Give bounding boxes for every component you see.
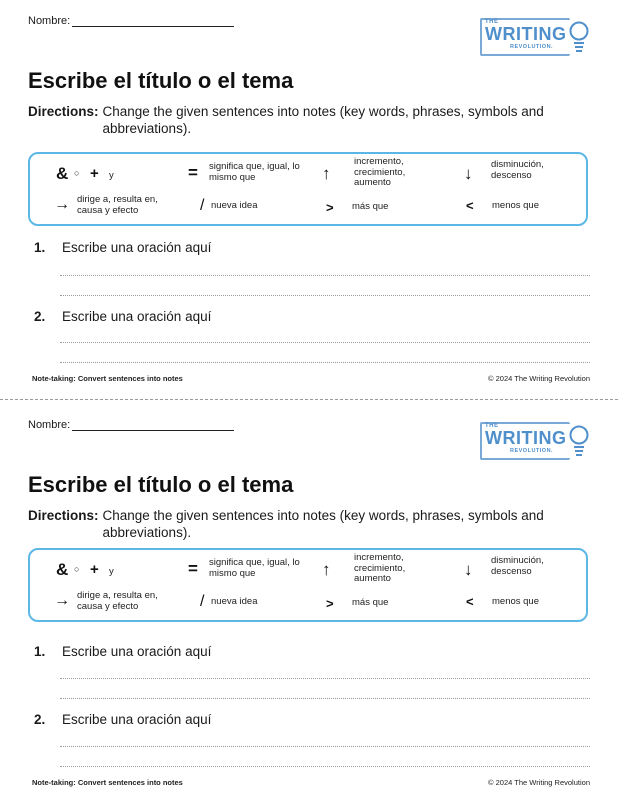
- item-number: 1.: [34, 240, 46, 255]
- writing-revolution-logo: [480, 422, 592, 460]
- lt-text: menos que: [492, 596, 540, 607]
- greater-than-icon: >: [326, 596, 334, 611]
- down-arrow-icon: ↓: [464, 560, 473, 579]
- logo-writing: WRITING: [485, 428, 567, 448]
- equals-icon: =: [188, 559, 198, 578]
- answer-line[interactable]: [60, 295, 590, 296]
- down-text: disminución, descenso: [491, 555, 544, 577]
- up-arrow-icon: ↑: [322, 560, 331, 579]
- writing-revolution-logo: [480, 18, 592, 56]
- and-text: y: [109, 170, 114, 181]
- list-item: [34, 712, 211, 727]
- ampersand-icon: &: [56, 164, 69, 183]
- page-title: Escribe el título o el tema: [28, 472, 294, 497]
- up-text: incremento, crecimiento, aumento: [354, 552, 406, 584]
- answer-line[interactable]: [60, 766, 590, 767]
- equals-text: significa que, igual, lo mismo que: [209, 161, 300, 183]
- directions-text: Change the given sentences into notes (key words, phrases, symbols and abbreviations).: [102, 508, 544, 540]
- and-text: y: [109, 566, 114, 577]
- item-number: 1.: [34, 644, 46, 659]
- plus-icon: +: [90, 561, 99, 578]
- answer-line[interactable]: [60, 746, 590, 747]
- equals-icon: =: [188, 163, 198, 182]
- slash-text: nueva idea: [211, 596, 258, 607]
- directions: [28, 103, 568, 137]
- gt-text: más que: [352, 201, 389, 212]
- footer-copyright: © 2024 The Writing Revolution: [488, 374, 590, 383]
- logo-the: THE: [485, 19, 499, 25]
- logo-the: THE: [485, 423, 499, 429]
- item-prompt: Escribe una oración aquí: [62, 309, 212, 324]
- symbol-legend: [28, 548, 588, 622]
- name-label: Nombre:: [28, 15, 71, 27]
- slash-text: nueva idea: [211, 200, 258, 211]
- down-arrow-icon: ↓: [464, 164, 473, 183]
- directions: [28, 507, 568, 541]
- up-text: incremento, crecimiento, aumento: [354, 156, 406, 188]
- lt-text: menos que: [492, 200, 540, 211]
- plus-icon: +: [90, 165, 99, 182]
- footer-left: Note-taking: Convert sentences into notes: [32, 778, 183, 787]
- circle-icon: ○: [74, 564, 80, 574]
- less-than-icon: <: [466, 594, 474, 609]
- down-text: disminución, descenso: [491, 159, 544, 181]
- footer-copyright: © 2024 The Writing Revolution: [488, 778, 590, 787]
- answer-line[interactable]: [60, 362, 590, 363]
- name-field: [28, 14, 234, 27]
- page-title: Escribe el título o el tema: [28, 68, 294, 93]
- directions-label: Directions:: [28, 508, 99, 523]
- answer-line[interactable]: [60, 698, 590, 699]
- list-item: [34, 240, 211, 255]
- name-blank-line[interactable]: [72, 14, 234, 27]
- name-blank-line[interactable]: [72, 418, 234, 431]
- list-item: [34, 644, 211, 659]
- greater-than-icon: >: [326, 200, 334, 215]
- item-prompt: Escribe una oración aquí: [62, 712, 212, 727]
- lightbulb-icon: [568, 20, 590, 54]
- item-prompt: Escribe una oración aquí: [62, 644, 212, 659]
- lightbulb-icon: [568, 424, 590, 458]
- logo-revolution: REVOLUTION.: [510, 44, 554, 50]
- answer-line[interactable]: [60, 342, 590, 343]
- circle-icon: ○: [74, 168, 80, 178]
- arrow-text: dirige a, resulta en, causa y efecto: [77, 590, 158, 612]
- right-arrow-icon: →: [54, 196, 70, 213]
- ampersand-icon: &: [56, 560, 69, 579]
- item-number: 2.: [34, 309, 46, 324]
- symbol-legend: [28, 152, 588, 226]
- list-item: [34, 309, 211, 324]
- directions-text: Change the given sentences into notes (key words, phrases, symbols and abbreviations).: [102, 104, 544, 136]
- gt-text: más que: [352, 597, 389, 608]
- logo-writing: WRITING: [485, 24, 567, 44]
- up-arrow-icon: ↑: [322, 164, 331, 183]
- item-prompt: Escribe una oración aquí: [62, 240, 212, 255]
- right-arrow-icon: →: [54, 592, 70, 609]
- item-number: 2.: [34, 712, 46, 727]
- slash-icon: /: [200, 197, 205, 214]
- worksheet-top: [0, 0, 618, 400]
- worksheet-bottom: [0, 404, 618, 804]
- answer-line[interactable]: [60, 275, 590, 276]
- footer-left: Note-taking: Convert sentences into notes: [32, 374, 183, 383]
- cut-line-divider: [0, 399, 618, 400]
- name-label: Nombre:: [28, 419, 71, 431]
- less-than-icon: <: [466, 198, 474, 213]
- equals-text: significa que, igual, lo mismo que: [209, 557, 300, 579]
- arrow-text: dirige a, resulta en, causa y efecto: [77, 194, 158, 216]
- name-field: [28, 418, 234, 431]
- directions-label: Directions:: [28, 104, 99, 119]
- logo-revolution: REVOLUTION.: [510, 448, 554, 454]
- answer-line[interactable]: [60, 678, 590, 679]
- slash-icon: /: [200, 593, 205, 610]
